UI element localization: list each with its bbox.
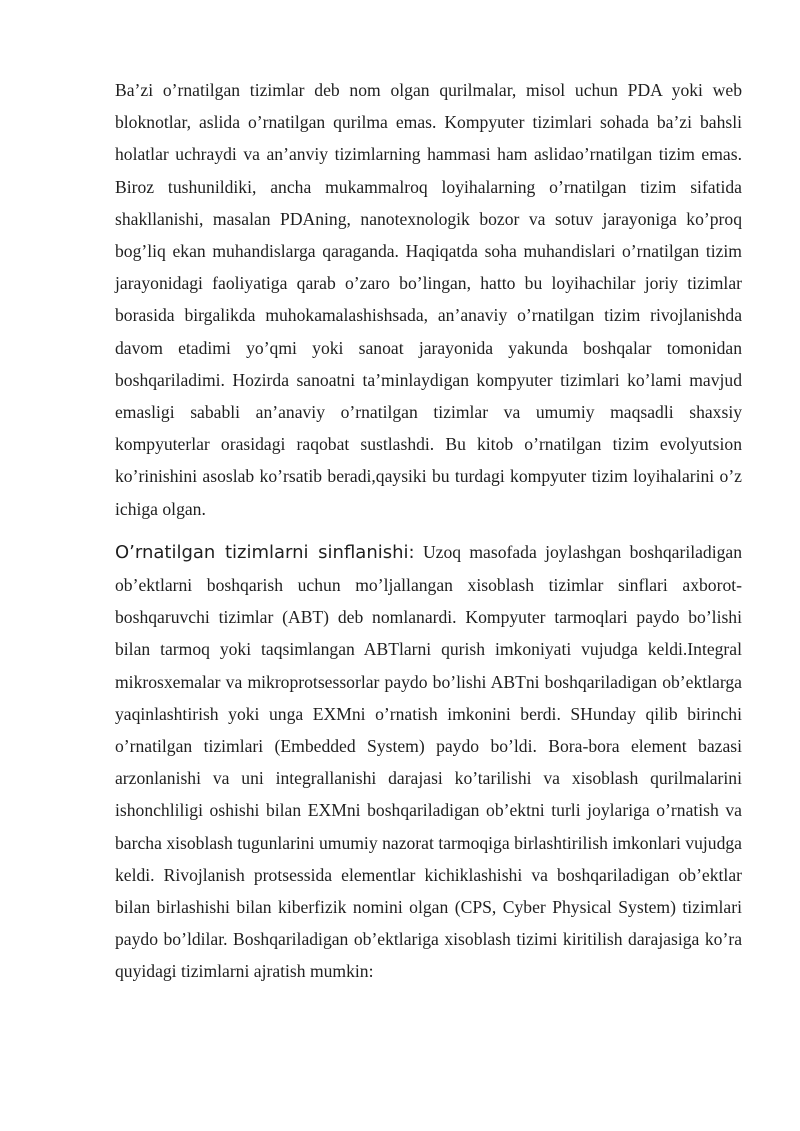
document-body — [115, 74, 742, 988]
paragraph-classification — [115, 536, 742, 988]
section-heading-classification: O’rnatilgan tizimlarni sinflanishi: — [115, 541, 415, 563]
paragraph-intro: Ba’zi o’rnatilgan tizimlar deb nom olgan qurilmalar, misol uchun PDA yoki web bloknotlar, aslida o’rnatilgan qurilma emas. Kompyuter tizimlari sohada ba’zi bahsli holatlar uchraydi va an’anviy tizimlarning hammasi ham aslidao’rnatilgan tizim emas. Biroz tushunildiki, ancha mukammalroq loyihalarning o’rnatilgan tizim sifatida shakllanishi, masalan PDAning, nanotexnologik bozor va sotuv jarayoniga ko’proq bog’liq ekan muhandislarga qaraganda. Haqiqatda soha muhandislari o’rnatilgan tizim jarayonidagi faoliyatiga qarab o’zaro bo’lingan, hatto bu loyihachilar joriy tizimlar borasida birgalikda muhokamalashishsada, an’anaviy o’rnatilgan tizim rivojlanishda davom etadimi yo’qmi yoki sanoat jarayonida yakunda boshqalar tomonidan boshqariladimi. Hozirda sanoatni ta’minlaydigan kompyuter tizimlari ko’lami mavjud emasligi sababli an’anaviy o’rnatilgan tizimlar va umumiy maqsadli shaxsiy kompyuterlar orasidagi raqobat sustlashdi. Bu kitob o’rnatilgan tizim evolyutsion ko’rinishini asoslab ko’rsatib beradi,qaysiki bu turdagi kompyuter tizim loyihalarini o’z ichiga olgan. — [115, 80, 742, 519]
paragraph-classification-text: Uzoq masofada joylashgan boshqariladigan ob’ektlarni boshqarish uchun mo’ljallangan xisoblash tizimlar sinflari axborot-boshqaruvchi tizimlar (ABT) deb nomlanardi. Kompyuter tarmoqlari paydo bo’lishi bilan tarmoq yoki taqsimlangan ABTlarni qurish imkoniyati vujudga keldi.Integral mikrosxemalar va mikroprotsessorlar paydo bo’lishi ABTni boshqariladigan ob’ektlarga yaqinlashtirish yoki unga EXMni o’rnatish imkonini berdi. SHunday qilib birinchi o’rnatilgan tizimlari (Embedded System) paydo bo’ldi. Bora-bora element bazasi arzonlanishi va uni integrallanishi darajasi ko’tarilishi va xisoblash qurilmalarini ishonchliligi oshishi bilan EXMni boshqariladigan ob’ektni turli joylariga o’rnatish va barcha xisoblash tugunlarini umumiy nazorat tarmoqiga birlashtirilish imkonlari vujudga keldi. Rivojlanish protsessida elementlar kichiklashishi va boshqariladigan ob’ektlar bilan birlashishi bilan kiberfizik nomini olgan (CPS, Cyber Physical System) tizimlari paydo bo’ldilar. Boshqariladigan ob’ektlariga xisoblash tizimi kiritilish darajasiga ko’ra quyidagi tizimlarni ajratish mumkin: — [115, 541, 743, 982]
